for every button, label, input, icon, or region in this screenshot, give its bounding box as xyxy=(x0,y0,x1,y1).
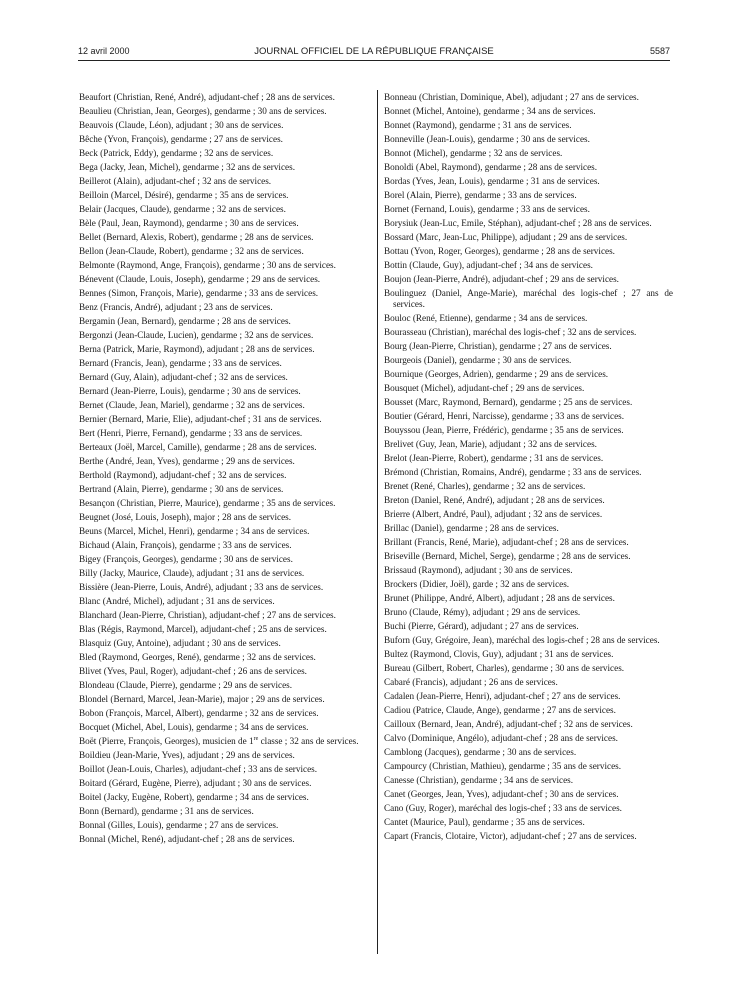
list-item: Brockers (Didier, Joël), garde ; 32 ans de services. xyxy=(384,578,570,589)
list-item: Borysiuk (Jean-Luc, Emile, Stéphan), adjudant-chef ; 28 ans de services. xyxy=(384,218,652,228)
list-item: Briseville (Bernard, Michel, Serge), gendarme ; 28 ans de services. xyxy=(384,550,631,561)
list-item: Blivet (Yves, Paul, Roger), adjudant-chef ; 26 ans de services. xyxy=(79,666,307,676)
list-item: Cailloux (Bernard, Jean, André), adjudant-chef ; 32 ans de services. xyxy=(384,718,633,729)
header-rule xyxy=(78,60,670,61)
list-item: Beilloin (Marcel, Désiré), gendarme ; 35 ans de services. xyxy=(79,190,289,200)
list-item: Bissière (Jean-Pierre, Louis, André), adjudant ; 33 ans de services. xyxy=(79,582,324,592)
list-item: Belair (Jacques, Claude), gendarme ; 32 ans de services. xyxy=(79,204,286,214)
list-item: Beaulieu (Christian, Jean, Georges), gendarme ; 30 ans de services. xyxy=(79,106,327,116)
list-item: Breton (Daniel, René, André), adjudant ; 28 ans de services. xyxy=(384,494,605,505)
list-item: Beck (Patrick, Eddy), gendarme ; 32 ans de services. xyxy=(79,148,274,158)
left-column xyxy=(79,92,368,848)
list-item: Bouyssou (Jean, Pierre, Frédéric), gendarme ; 35 ans de services. xyxy=(384,424,624,435)
list-item: Boitard (Gérard, Eugène, Pierre), adjudant ; 30 ans de services. xyxy=(79,778,312,788)
list-item: Cano (Guy, Roger), maréchal des logis-chef ; 33 ans de services. xyxy=(384,802,622,813)
list-item: Calvo (Dominique, Angélo), adjudant-chef ; 28 ans de services. xyxy=(384,732,618,743)
list-item: Bonnot (Michel), gendarme ; 32 ans de services. xyxy=(384,148,563,158)
list-item: Beauvois (Claude, Léon), adjudant ; 30 ans de services. xyxy=(79,120,284,130)
list-item: Brillant (Francis, René, Marie), adjudant-chef ; 28 ans de services. xyxy=(384,536,629,547)
list-item: Bourg (Jean-Pierre, Christian), gendarme ; 27 ans de services. xyxy=(384,340,612,351)
list-item: Bousset (Marc, Raymond, Bernard), gendarme ; 25 ans de services. xyxy=(384,396,633,407)
list-item: Berna (Patrick, Marie, Raymond), adjudant ; 28 ans de services. xyxy=(79,344,315,354)
list-item: Campourcy (Christian, Mathieu), gendarme ; 35 ans de services. xyxy=(384,760,622,771)
list-item: Bonoldi (Abel, Raymond), gendarme ; 28 ans de services. xyxy=(384,162,598,172)
list-item: Bert (Henri, Pierre, Fernand), gendarme ; 33 ans de services. xyxy=(79,428,303,438)
list-item: Bonnet (Raymond), gendarme ; 31 ans de services. xyxy=(384,120,572,130)
list-item: Brunet (Philippe, André, Albert), adjudant ; 28 ans de services. xyxy=(384,592,615,603)
list-item: Bousquet (Michel), adjudant-chef ; 29 ans de services. xyxy=(384,382,585,393)
list-item: Bonn (Bernard), gendarme ; 31 ans de services. xyxy=(79,806,254,816)
list-item: Brierre (Albert, André, Paul), adjudant ; 32 ans de services. xyxy=(384,508,603,519)
list-item: Boitel (Jacky, Eugène, Robert), gendarme ; 34 ans de services. xyxy=(79,792,309,802)
list-item: Bellet (Bernard, Alexis, Robert), gendarme ; 28 ans de services. xyxy=(79,232,314,242)
list-item: Bornet (Fernand, Louis), gendarme ; 33 ans de services. xyxy=(384,204,590,214)
list-item: Capart (Francis, Clotaire, Victor), adjudant-chef ; 27 ans de services. xyxy=(384,830,637,841)
header-page-number: 5587 xyxy=(649,46,670,56)
list-item: Brissaud (Raymond), adjudant ; 30 ans de services. xyxy=(384,564,573,575)
page-header xyxy=(78,46,670,60)
list-item: Bernet (Claude, Jean, Mariel), gendarme ; 32 ans de services. xyxy=(79,400,305,410)
list-item: Camblong (Jacques), gendarme ; 30 ans de services. xyxy=(384,746,577,757)
list-item: Bichaud (Alain, François), gendarme ; 33 ans de services. xyxy=(79,540,292,550)
list-item: Bonneau (Christian, Dominique, Abel), adjudant ; 27 ans de services. xyxy=(384,92,639,102)
list-item: Bonneville (Jean-Louis), gendarme ; 30 ans de services. xyxy=(384,134,590,144)
list-item: Cadiou (Patrice, Claude, Ange), gendarme ; 27 ans de services. xyxy=(384,704,616,715)
list-item: Bêche (Yvon, François), gendarme ; 27 ans de services. xyxy=(79,134,283,144)
list-item: Cabaré (Francis), adjudant ; 26 ans de services. xyxy=(384,676,558,687)
list-item: Bourasseau (Christian), maréchal des logis-chef ; 32 ans de services. xyxy=(384,326,637,337)
list-item: Bled (Raymond, Georges, René), gendarme ; 32 ans de services. xyxy=(79,652,316,662)
header-date: 12 avril 2000 xyxy=(78,46,130,56)
header-title: JOURNAL OFFICIEL DE LA RÉPUBLIQUE FRANÇAISE xyxy=(254,46,494,57)
column-divider xyxy=(377,90,378,954)
list-item: Bertrand (Alain, Pierre), gendarme ; 30 ans de services. xyxy=(79,484,284,494)
list-item: Canet (Georges, Jean, Yves), adjudant-chef ; 30 ans de services. xyxy=(384,788,619,799)
list-item: Belmonte (Raymond, Ange, François), gendarme ; 30 ans de services. xyxy=(79,260,336,270)
list-item: Berteaux (Joël, Marcel, Camille), gendarme ; 28 ans de services. xyxy=(79,442,317,452)
list-item: Buchi (Pierre, Gérard), adjudant ; 27 ans de services. xyxy=(384,620,579,631)
list-item: Brelivet (Guy, Jean, Marie), adjudant ; 32 ans de services. xyxy=(384,438,597,449)
list-item: Bigey (François, Georges), gendarme ; 30 ans de services. xyxy=(79,554,293,564)
list-item: Billy (Jacky, Maurice, Claude), adjudant ; 31 ans de services. xyxy=(79,568,305,578)
list-item: Blanchard (Jean-Pierre, Christian), adjudant-chef ; 27 ans de services. xyxy=(79,610,336,620)
list-item: Brémond (Christian, Romains, André), gendarme ; 33 ans de services. xyxy=(384,466,642,477)
list-item: Boujon (Jean-Pierre, André), adjudant-chef ; 29 ans de services. xyxy=(384,274,619,284)
list-item: Blas (Régis, Raymond, Marcel), adjudant-chef ; 25 ans de services. xyxy=(79,624,327,634)
list-item: Cadalen (Jean-Pierre, Henri), adjudant-chef ; 27 ans de services. xyxy=(384,690,621,701)
list-item: Canesse (Christian), gendarme ; 34 ans de services. xyxy=(384,774,574,785)
list-item: Bernard (Jean-Pierre, Louis), gendarme ; 30 ans de services. xyxy=(79,386,301,396)
list-item: Cantet (Maurice, Paul), gendarme ; 35 ans de services. xyxy=(384,816,585,827)
list-item: Beugnet (José, Louis, Joseph), major ; 28 ans de services. xyxy=(79,512,292,522)
list-item: Beuns (Marcel, Michel, Henri), gendarme ; 34 ans de services. xyxy=(79,526,310,536)
list-item: Bega (Jacky, Jean, Michel), gendarme ; 32 ans de services. xyxy=(79,162,295,172)
list-item: Bellon (Jean-Claude, Robert), gendarme ; 32 ans de services. xyxy=(79,246,304,256)
right-column xyxy=(384,92,673,845)
list-item: Bennes (Simon, François, Marie), gendarme ; 33 ans de services. xyxy=(79,288,319,298)
list-item: Brillac (Daniel), gendarme ; 28 ans de services. xyxy=(384,522,559,533)
list-item: Boutier (Gérard, Henri, Narcisse), gendarme ; 33 ans de services. xyxy=(384,410,625,421)
list-item: Bureau (Gilbert, Robert, Charles), gendarme ; 30 ans de services. xyxy=(384,662,625,673)
list-item: Bernard (Guy, Alain), adjudant-chef ; 32 ans de services. xyxy=(79,372,288,382)
list-item: Bonnal (Gilles, Louis), gendarme ; 27 ans de services. xyxy=(79,820,279,830)
list-item: Bultez (Raymond, Clovis, Guy), adjudant ; 31 ans de services. xyxy=(384,648,614,659)
list-item: Beillerot (Alain), adjudant-chef ; 32 ans de services. xyxy=(79,176,272,186)
list-item: Berthold (Raymond), adjudant-chef ; 32 ans de services. xyxy=(79,470,287,480)
list-item: Blondel (Bernard, Marcel, Jean-Marie), major ; 29 ans de services. xyxy=(79,694,325,704)
list-item: Buforn (Guy, Grégoire, Jean), maréchal des logis-chef ; 28 ans de services. xyxy=(384,634,660,645)
list-item: Bossard (Marc, Jean-Luc, Philippe), adjudant ; 29 ans de services. xyxy=(384,232,628,242)
list-item: Boildieu (Jean-Marie, Yves), adjudant ; 29 ans de services. xyxy=(79,750,295,760)
list-item: Besançon (Christian, Pierre, Maurice), gendarme ; 35 ans de services. xyxy=(79,498,336,508)
list-item: Bordas (Yves, Jean, Louis), gendarme ; 31 ans de services. xyxy=(384,176,600,186)
list-item: Bonnet (Michel, Antoine), gendarme ; 34 ans de services. xyxy=(384,106,596,116)
list-item: Bouloc (René, Etienne), gendarme ; 34 ans de services. xyxy=(384,312,588,323)
list-item: Bruno (Claude, Rémy), adjudant ; 29 ans de services. xyxy=(384,606,581,617)
list-item: Blondeau (Claude, Pierre), gendarme ; 29 ans de services. xyxy=(79,680,293,690)
list-item: Bernier (Bernard, Marie, Elie), adjudant-chef ; 31 ans de services. xyxy=(79,414,322,424)
list-item: Brenet (René, Charles), gendarme ; 32 ans de services. xyxy=(384,480,586,491)
list-item: Bottau (Yvon, Roger, Georges), gendarme ; 28 ans de services. xyxy=(384,246,615,256)
list-item: Blanc (André, Michel), adjudant ; 31 ans de services. xyxy=(79,596,275,606)
list-item: Benz (Francis, André), adjudant ; 23 ans de services. xyxy=(79,302,273,312)
list-item: Borel (Alain, Pierre), gendarme ; 33 ans de services. xyxy=(384,190,577,200)
list-item: Bournique (Georges, Adrien), gendarme ; 29 ans de services. xyxy=(384,368,609,379)
list-item: Boët (Pierre, François, Georges), musicien de 1re classe ; 32 ans de services. xyxy=(79,735,359,746)
list-item: Bergonzi (Jean-Claude, Lucien), gendarme ; 32 ans de services. xyxy=(79,330,314,340)
list-item: Berthe (André, Jean, Yves), gendarme ; 29 ans de services. xyxy=(79,456,295,466)
list-item: Bénevent (Claude, Louis, Joseph), gendarme ; 29 ans de services. xyxy=(79,274,321,284)
list-item: Bobon (François, Marcel, Albert), gendarme ; 32 ans de services. xyxy=(79,708,319,718)
list-item: Bergamin (Jean, Bernard), gendarme ; 28 ans de services. xyxy=(79,316,291,326)
list-item: Beaufort (Christian, René, André), adjudant-chef ; 28 ans de services. xyxy=(79,92,335,102)
list-item: Boillot (Jean-Louis, Charles), adjudant-chef ; 33 ans de services. xyxy=(79,764,318,774)
list-item: Bernard (Francis, Jean), gendarme ; 33 ans de services. xyxy=(79,358,282,368)
list-item: Blasquiz (Guy, Antoine), adjudant ; 30 ans de services. xyxy=(79,638,281,648)
list-item: Bocquet (Michel, Abel, Louis), gendarme ; 34 ans de services. xyxy=(79,722,309,732)
list-item: Brelot (Jean-Pierre, Robert), gendarme ; 31 ans de services. xyxy=(384,452,604,463)
list-item: Boulinguez (Daniel, Ange-Marie), maréchal des logis-chef ; 27 ans de services. xyxy=(384,288,673,309)
list-item: Bonnal (Michel, René), adjudant-chef ; 28 ans de services. xyxy=(79,834,295,844)
list-item: Bottin (Claude, Guy), adjudant-chef ; 34 ans de services. xyxy=(384,260,593,270)
list-item: Bourgeois (Daniel), gendarme ; 30 ans de services. xyxy=(384,354,572,365)
list-item: Bèle (Paul, Jean, Raymond), gendarme ; 30 ans de services. xyxy=(79,218,299,228)
